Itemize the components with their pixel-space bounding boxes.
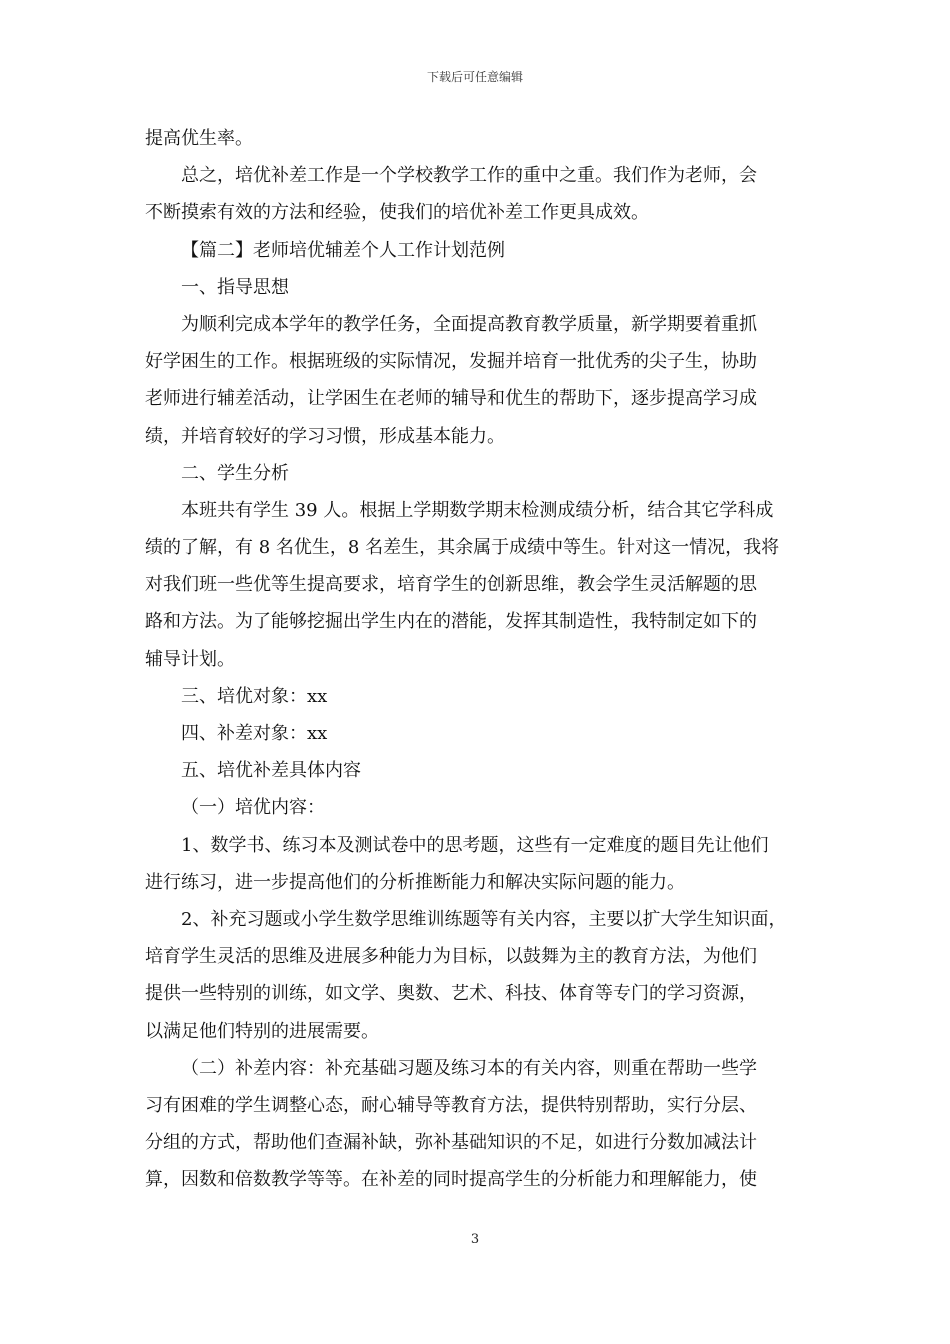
text-line: 绩，并培育较好的学习习惯，形成基本能力。 [145, 425, 505, 447]
text-line: 一、指导思想 [181, 276, 289, 298]
text-line: 对我们班一些优等生提高要求，培育学生的创新思维，教会学生灵活解题的思 [145, 574, 757, 596]
text-line: 辅导计划。 [145, 648, 235, 670]
page-number: 3 [470, 1232, 480, 1247]
text-line: 1、数学书、练习本及测试卷中的思考题，这些有一定难度的题目先让他们 [181, 834, 769, 856]
text-line: 2、补充习题或小学生数学思维训练题等有关内容，主要以扩大学生知识面， [181, 908, 787, 930]
text-line: 算，因数和倍数教学等等。在补差的同时提高学生的分析能力和理解能力，使 [145, 1169, 757, 1191]
text-line: 为顺利完成本学年的教学任务，全面提高教育教学质量，新学期要着重抓 [181, 313, 757, 335]
text-line: （二）补差内容：补充基础习题及练习本的有关内容，则重在帮助一些学 [181, 1057, 757, 1079]
text-line: 老师进行辅差活动，让学困生在老师的辅导和优生的帮助下，逐步提高学习成 [145, 388, 757, 410]
text-line: 提供一些特别的训练，如文学、奥数、艺术、科技、体育等专门的学习资源， [145, 983, 757, 1005]
text-line: 五、培优补差具体内容 [181, 760, 361, 782]
text-line: 三、培优对象：xx [181, 685, 328, 707]
text-line: 以满足他们特别的进展需要。 [145, 1020, 379, 1042]
text-line: 【篇二】老师培优辅差个人工作计划范例 [181, 239, 505, 261]
text-line: 提高优生率。 [145, 128, 253, 149]
text-line: 绩的了解，有 8 名优生，8 名差生，其余属于成绩中等生。针对这一情况，我将 [145, 537, 780, 559]
text-line: 不断摸索有效的方法和经验，使我们的培优补差工作更具成效。 [145, 202, 649, 224]
page-header: 下载后可任意编辑 [426, 70, 523, 84]
text-line: 总之，培优补差工作是一个学校教学工作的重中之重。我们作为老师，会 [181, 165, 757, 187]
text-line: 好学困生的工作。根据班级的实际情况，发掘并培育一批优秀的尖子生，协助 [145, 351, 757, 373]
text-line: 四、补差对象：xx [181, 723, 328, 744]
text-line: 本班共有学生 39 人。根据上学期数学期末检测成绩分析，结合其它学科成 [181, 499, 774, 521]
text-line: 习有困难的学生调整心态，耐心辅导等教育方法，提供特别帮助，实行分层、 [145, 1094, 757, 1116]
text-line: 二、学生分析 [181, 462, 289, 484]
text-line: 分组的方式，帮助他们查漏补缺，弥补基础知识的不足，如进行分数加减法计 [145, 1132, 757, 1154]
text-line: 培育学生灵活的思维及进展多种能力为目标，以鼓舞为主的教育方法，为他们 [145, 946, 757, 968]
text-line: 进行练习，进一步提高他们的分析推断能力和解决实际问题的能力。 [145, 871, 685, 893]
text-line: （一）培优内容： [181, 797, 325, 819]
document-body [145, 120, 815, 1198]
text-line: 路和方法。为了能够挖掘出学生内在的潜能，发挥其制造性，我特制定如下的 [145, 611, 757, 633]
